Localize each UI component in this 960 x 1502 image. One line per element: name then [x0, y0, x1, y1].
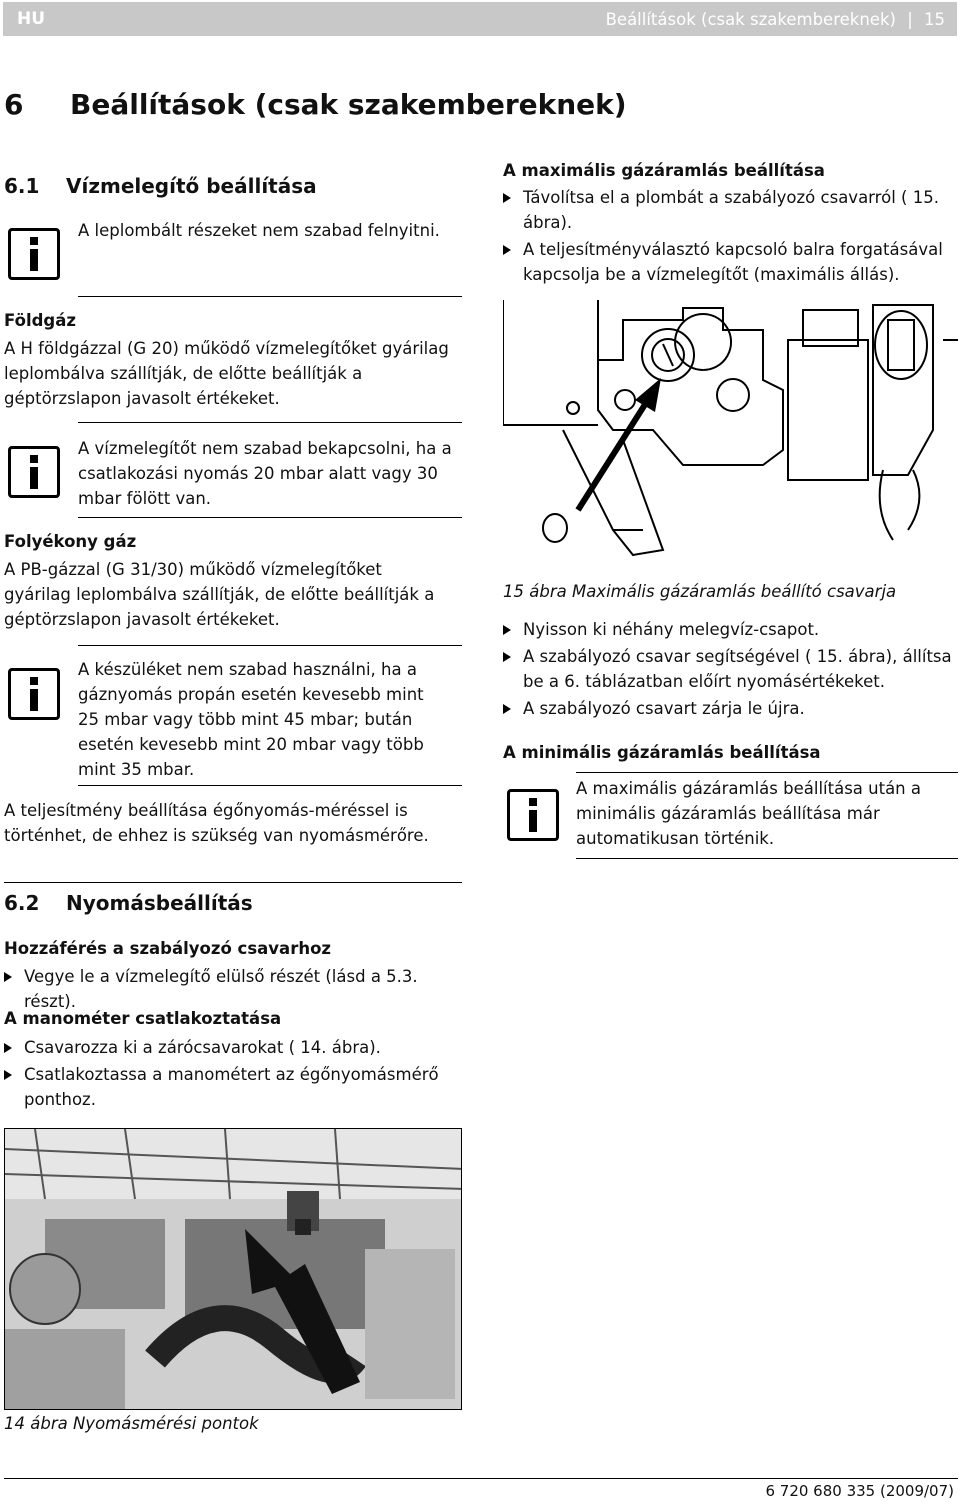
figure-14-caption: 14 ábra Nyomásmérési pontok [4, 1414, 259, 1433]
bullet-triangle-icon [4, 1070, 12, 1080]
chapter-title [4, 88, 627, 121]
section-6-2-number: 6.2 [4, 891, 40, 915]
bullet-triangle-icon [4, 1043, 12, 1053]
list-item [503, 237, 955, 287]
divider [78, 517, 462, 518]
access-heading: Hozzáférés a szabályozó csavarhoz [4, 939, 332, 958]
list-item-text: Csatlakoztassa a manométert az égőnyomásmérő ponthoz. [24, 1065, 439, 1109]
figure-15 [503, 300, 958, 570]
section-6-2-heading [4, 891, 253, 915]
divider [78, 422, 462, 423]
section-6-1-heading [4, 174, 317, 198]
footer-rule [4, 1478, 958, 1479]
manometer-heading: A manométer csatlakoztatása [4, 1009, 282, 1028]
header-separator: | [907, 9, 913, 29]
min-flow-heading: A minimális gázáramlás beállítása [503, 743, 821, 762]
list-item [4, 1035, 444, 1060]
chapter-number: 6 [4, 88, 24, 121]
list-item-text: Csavarozza ki a zárócsavarokat ( 14. ábra). [24, 1038, 381, 1057]
list-item-text: Nyisson ki néhány melegvíz-csapot. [523, 620, 820, 639]
divider [78, 645, 462, 646]
folyekony-heading: Folyékony gáz [4, 532, 137, 551]
info-note-pressure: A vízmelegítőt nem szabad bekapcsolni, ha a csatlakozási nyomás 20 mbar alatt vagy 30 mbar fölött van. [78, 439, 452, 508]
section-6-2-title: Nyomásbeállítás [66, 891, 253, 915]
max-flow-list [503, 185, 955, 287]
list-item [503, 185, 955, 235]
figure-14 [4, 1128, 462, 1410]
section-divider [4, 882, 462, 883]
bullet-triangle-icon [503, 625, 511, 635]
performance-text: A teljesítmény beállítása égőnyomás-méréssel is történhet, de ehhez is szükség van nyomásmérőre. [4, 801, 429, 845]
manometer-list [4, 1035, 444, 1112]
header-lang: HU [17, 9, 46, 29]
foldgaz-heading: Földgáz [4, 311, 76, 330]
bullet-triangle-icon [503, 245, 511, 255]
header-title-group [606, 10, 945, 29]
info-icon [8, 668, 60, 720]
info-icon [507, 789, 559, 841]
arrow-icon [578, 395, 651, 510]
list-item-text: A szabályozó csavart zárja le újra. [523, 699, 805, 718]
bullet-triangle-icon [503, 652, 511, 662]
adjust-list [503, 617, 958, 721]
list-item-text: A teljesítményválasztó kapcsoló balra forgatásával kapcsolja be a vízmelegítőt (maximális állás). [523, 240, 943, 284]
divider [78, 785, 462, 786]
list-item-text: Vegye le a vízmelegítő elülső részét (lásd a 5.3. részt). [24, 967, 418, 1011]
figure-15-caption: 15 ábra Maximális gázáramlás beállító csavarja [503, 582, 897, 601]
header-title: Beállítások (csak szakembereknek) [605, 9, 896, 29]
info-note-seal: A leplombált részeket nem szabad felnyitni. [78, 221, 440, 240]
bullet-triangle-icon [503, 704, 511, 714]
regulator-screw-illustration [503, 300, 958, 570]
list-item [503, 696, 958, 721]
divider [576, 858, 958, 859]
divider [78, 296, 462, 297]
list-item [4, 1062, 444, 1112]
chapter-title-text: Beállítások (csak szakembereknek) [70, 88, 627, 121]
foldgaz-text: A H földgázzal (G 20) működő vízmelegítőket gyárilag leplombálva szállítják, de előtte beállítják a géptörzslapon javasolt értékeket. [4, 339, 449, 408]
list-item-text: A szabályozó csavar segítségével ( 15. ábra), állítsa be a 6. táblázatban előírt nyomásértékeket. [523, 647, 952, 691]
info-icon [8, 228, 60, 280]
footer-document-code: 6 720 680 335 (2009/07) [765, 1482, 954, 1500]
divider [576, 772, 958, 773]
bullet-triangle-icon [4, 972, 12, 982]
header-page-number: 15 [924, 9, 945, 29]
section-6-1-number: 6.1 [4, 174, 40, 198]
info-note-propane: A készüléket nem szabad használni, ha a gáznyomás propán esetén kevesebb mint 25 mbar vagy több mint 45 mbar; bután esetén kevesebb mint 20 mbar vagy több mint 35 mbar. [78, 660, 424, 779]
bullet-triangle-icon [503, 193, 511, 203]
list-item [503, 644, 958, 694]
list-item-text: Távolítsa el a plombát a szabályozó csavarról ( 15. ábra). [523, 188, 939, 232]
header-bar [3, 2, 957, 36]
max-flow-heading: A maximális gázáramlás beállítása [503, 161, 825, 180]
pressure-points-photo [5, 1129, 462, 1410]
folyekony-text: A PB-gázzal (G 31/30) működő vízmelegítőket gyárilag leplombálva szállítják, de előtte beállítják a géptörzslapon javasolt értékeket. [4, 560, 435, 629]
info-icon [8, 446, 60, 498]
list-item [503, 617, 958, 642]
section-6-1-title: Vízmelegítő beállítása [66, 174, 317, 198]
info-note-min-flow: A maximális gázáramlás beállítása után a minimális gázáramlás beállítása már automatikusan történik. [576, 779, 921, 848]
